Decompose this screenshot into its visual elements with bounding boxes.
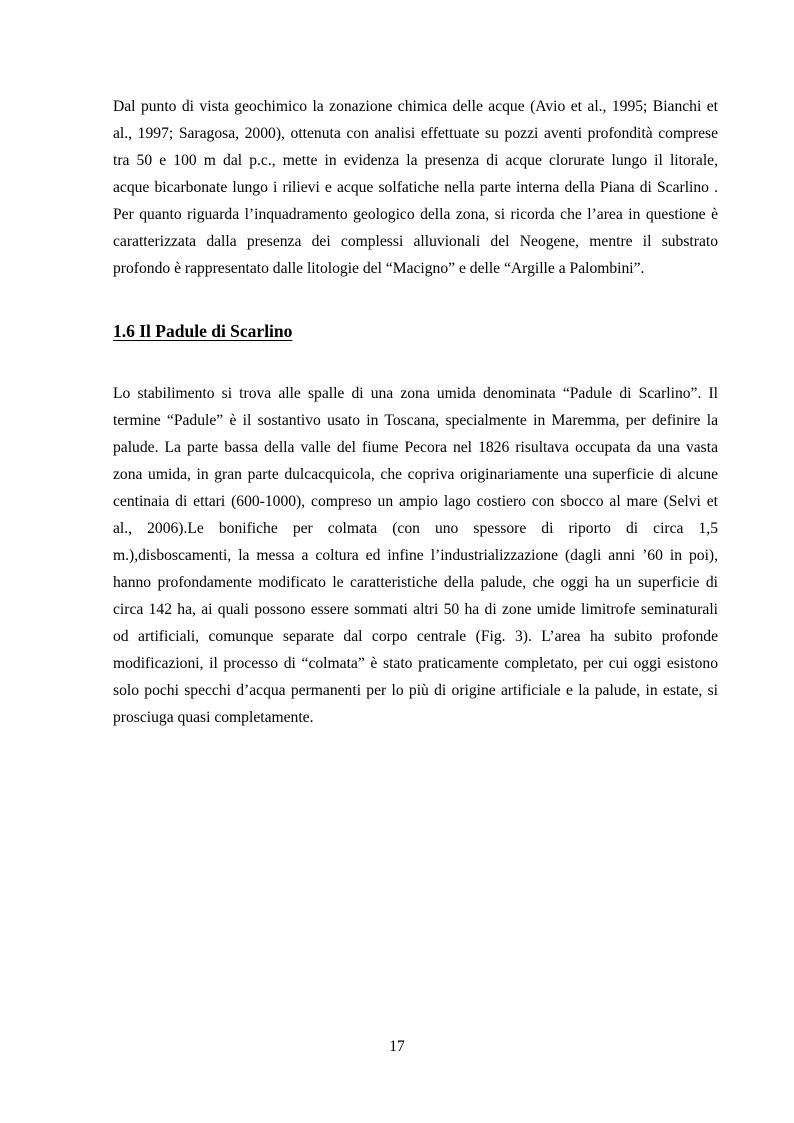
- text-line: palude. La parte bassa della valle del fiume Pecora nel 1826 risultava occupata da una vasta: [113, 439, 718, 456]
- text-line: al., 2006).Le bonifiche per colmata (con uno spessore di riporto di circa 1,5: [113, 520, 718, 537]
- text-line: Per quanto riguarda l’inquadramento geologico della zona, si ricorda che l’area in questione è: [113, 206, 718, 223]
- text-line: termine “Padule” è il sostantivo usato in Toscana, specialmente in Maremma, per definire la: [113, 412, 718, 429]
- text-line: solo pochi specchi d’acqua permanenti per lo più di origine artificiale e la palude, in estate, si: [113, 682, 718, 699]
- text-line: acque bicarbonate lungo i rilievi e acque solfatiche nella parte interna della Piana di Scarlino .: [113, 179, 718, 196]
- text-line: zona umida, in gran parte dulcacquicola, che copriva originariamente una superficie di alcune: [113, 466, 718, 483]
- text-line: prosciuga quasi completamente.: [113, 709, 314, 726]
- text-line: Dal punto di vista geochimico la zonazione chimica delle acque (Avio et al., 1995; Bianchi et: [113, 98, 718, 115]
- text-line: Lo stabilimento si trova alle spalle di una zona umida denominata “Padule di Scarlino”. Il: [113, 385, 718, 402]
- text-line: caratterizzata dalla presenza dei complessi alluvionali del Neogene, mentre il substrato: [113, 233, 718, 250]
- text-line: od artificiali, comunque separate dal corpo centrale (Fig. 3). L’area ha subito profonde: [113, 628, 718, 645]
- page-number: 17: [389, 1038, 405, 1055]
- text-line: hanno profondamente modificato le caratteristiche della palude, che oggi ha un superficie di: [113, 574, 718, 591]
- text-line: tra 50 e 100 m dal p.c., mette in evidenza la presenza di acque clorurate lungo il litorale,: [113, 152, 718, 169]
- text-line: al., 1997; Saragosa, 2000), ottenuta con analisi effettuate su pozzi aventi profondità comprese: [113, 125, 718, 142]
- text-line: m.),disboscamenti, la messa a coltura ed infine l’industrializzazione (dagli anni ’60 in poi),: [113, 547, 718, 564]
- text-line: profondo è rappresentato dalle litologie del “Macigno” e delle “Argille a Palombini”.: [113, 260, 645, 277]
- text-line: modificazioni, il processo di “colmata” è stato praticamente completato, per cui oggi esistono: [113, 655, 718, 672]
- text-line: circa 142 ha, ai quali possono essere sommati altri 50 ha di zone umide limitrofe seminaturali: [113, 601, 718, 618]
- text-line: centinaia di ettari (600-1000), compreso un ampio lago costiero con sbocco al mare (Selvi et: [113, 493, 718, 510]
- section-heading: 1.6 Il Padule di Scarlino: [113, 321, 293, 341]
- paragraph-geochemistry: [113, 93, 718, 282]
- paragraph-padule: [113, 380, 718, 731]
